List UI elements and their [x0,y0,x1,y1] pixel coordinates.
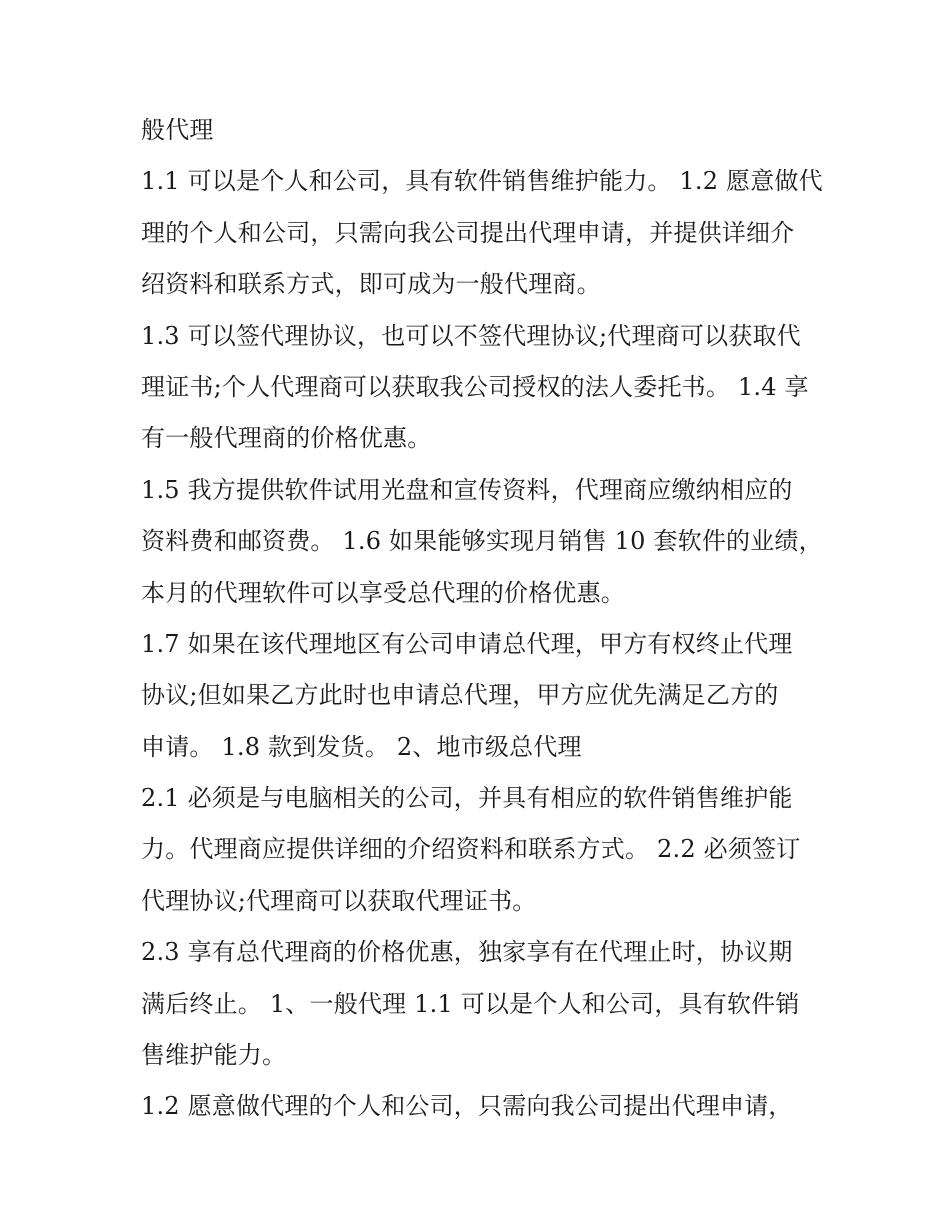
text-line: 理的个人和公司，只需向我公司提出代理申请，并提供详细介 [141,218,795,247]
text-line: 有一般代理商的价格优惠。 [141,424,432,453]
text-line: 2.1 必须是与电脑相关的公司，并具有相应的软件销售维护能 [141,784,793,813]
text-line: 申请。 1.8 款到发货。 2、地市级总代理 [141,732,582,761]
text-line: 1.2 愿意做代理的个人和公司，只需向我公司提出代理申请， [141,1092,793,1121]
text-line: 1.5 我方提供软件试用光盘和宣传资料，代理商应缴纳相应的 [141,475,793,504]
text-line: 2.3 享有总代理商的价格优惠，独家享有在代理止时，协议期 [141,938,793,967]
text-line: 本月的代理软件可以享受总代理的价格优惠。 [141,578,625,607]
text-line: 代理协议;代理商可以获取代理证书。 [141,886,537,915]
text-line: 协议;但如果乙方此时也申请总代理，甲方应优先满足乙方的 [141,681,779,710]
text-line: 1.1 可以是个人和公司，具有软件销售维护能力。 1.2 愿意做代 [141,167,823,196]
text-line: 般代理 [141,116,214,144]
text-line: 满后终止。 1、一般代理 1.1 可以是个人和公司，具有软件销 [141,989,800,1018]
body-text [141,105,821,1133]
text-line: 资料费和邮资费。 1.6 如果能够实现月销售 10 套软件的业绩， [141,527,823,556]
text-line: 理证书;个人代理商可以获取我公司授权的法人委托书。 1.4 享 [141,372,809,401]
text-line: 力。代理商应提供详细的介绍资料和联系方式。 2.2 必须签订 [141,835,801,864]
text-line: 1.7 如果在该代理地区有公司申请总代理，甲方有权终止代理 [141,629,793,658]
text-line: 售维护能力。 [141,1041,287,1070]
text-line: 1.3 可以签代理协议，也可以不签代理协议;代理商可以获取代 [141,321,801,350]
text-line: 绍资料和联系方式，即可成为一般代理商。 [141,270,601,299]
